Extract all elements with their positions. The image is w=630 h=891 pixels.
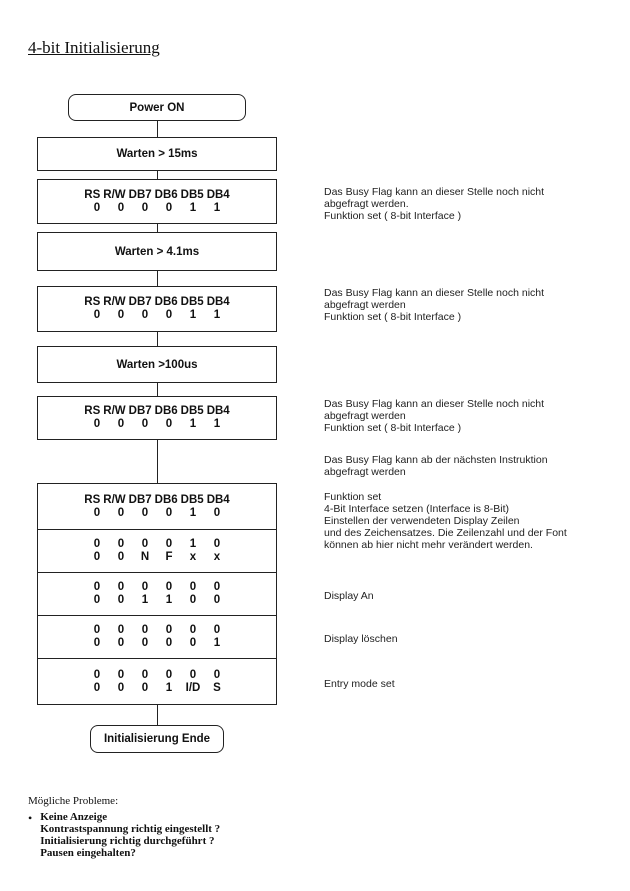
col-db6: DB6 (154, 296, 178, 308)
value: 1 (213, 201, 221, 214)
value: 0 (93, 538, 101, 550)
col-db7: DB7 (128, 405, 152, 417)
value: 0 (141, 506, 149, 519)
note-line: 4-Bit Interface setzen (Interface is 8-Bit) (324, 503, 509, 515)
register-values (85, 507, 229, 520)
value: 0 (93, 201, 101, 214)
note-6 (324, 590, 374, 602)
col-rw: R/W (103, 296, 126, 308)
value: 1 (213, 637, 221, 649)
entry-mode-box (37, 658, 277, 705)
function-set-box-2 (37, 286, 277, 332)
display-clear-box (37, 615, 277, 659)
col-db4: DB4 (206, 405, 230, 417)
note-5 (324, 491, 567, 551)
note-line: Das Busy Flag kann an dieser Stelle noch nicht (324, 398, 545, 410)
problem-line: Kontrastspannung richtig eingestellt ? (40, 823, 221, 835)
value: 0 (93, 624, 101, 636)
value: 0 (165, 581, 173, 593)
value: 0 (93, 506, 101, 519)
note-8 (324, 678, 395, 690)
note-line: Einstellen der verwendeten Display Zeilen (324, 515, 520, 527)
register-values (85, 624, 229, 650)
value: 0 (117, 538, 125, 550)
connector (157, 704, 158, 726)
col-rs: RS (84, 405, 101, 417)
col-db7: DB7 (128, 493, 152, 506)
note-line: Entry mode set (324, 678, 395, 690)
value: 0 (93, 668, 101, 681)
value: 0 (117, 668, 125, 681)
value: 0 (189, 581, 197, 593)
col-db7: DB7 (128, 296, 152, 308)
value: 0 (141, 201, 149, 214)
wait-4ms-label: Warten > 4.1ms (114, 245, 200, 258)
value: 0 (141, 581, 149, 593)
note-line: Das Busy Flag kann ab der nächsten Instruktion (324, 454, 548, 466)
value: 0 (213, 581, 221, 593)
note-line: Funktion set (324, 491, 382, 503)
value: 0 (213, 668, 221, 681)
value: 0 (165, 637, 173, 649)
value: 0 (213, 594, 221, 606)
col-db5: DB5 (180, 188, 204, 201)
value: 0 (141, 668, 149, 681)
value: 0 (117, 309, 125, 321)
col-db5: DB5 (180, 493, 204, 506)
problems-heading: Mögliche Probleme: (28, 795, 119, 807)
init-end-box (90, 725, 224, 753)
value: 1 (165, 681, 173, 694)
value: 0 (93, 681, 101, 694)
value: 1 (141, 594, 149, 606)
value: F (165, 551, 173, 563)
value: 0 (117, 418, 125, 430)
connector (157, 223, 158, 232)
value: 0 (189, 668, 197, 681)
register-values (85, 669, 229, 695)
value: x (213, 551, 221, 563)
value: 0 (213, 538, 221, 550)
wait-4ms-box (37, 232, 277, 271)
problems-section (28, 795, 220, 859)
connector (157, 120, 158, 138)
value: 0 (117, 624, 125, 636)
problem-line: Pausen eingehalten? (40, 847, 136, 859)
value: 0 (165, 309, 173, 321)
function-set-box-3 (37, 396, 277, 440)
col-db6: DB6 (154, 188, 178, 201)
col-db5: DB5 (180, 405, 204, 417)
value: 1 (189, 309, 197, 321)
note-7 (324, 633, 398, 645)
register-header (84, 189, 229, 202)
value: 0 (117, 681, 125, 694)
note-4 (324, 454, 548, 478)
value: 0 (165, 418, 173, 430)
value: 0 (141, 538, 149, 550)
note-line: Funktion set ( 8-bit Interface ) (324, 311, 462, 323)
value: 0 (165, 201, 173, 214)
value: 0 (117, 551, 125, 563)
value: 0 (93, 594, 101, 606)
col-rw: R/W (103, 188, 126, 201)
problem-bullet: Keine Anzeige (40, 811, 108, 823)
power-on-label: Power ON (129, 101, 185, 114)
value: 1 (189, 201, 197, 214)
wait-15ms-box (37, 137, 277, 171)
connector (157, 270, 158, 286)
col-db5: DB5 (180, 296, 204, 308)
connector (157, 382, 158, 396)
page-title: 4-bit Initialisierung (28, 38, 160, 57)
value: 0 (165, 538, 173, 550)
value: x (189, 551, 197, 563)
note-3 (324, 398, 544, 434)
value: 1 (189, 418, 197, 430)
value: 0 (141, 637, 149, 649)
col-rw: R/W (103, 405, 126, 417)
wait-100us-label: Warten >100us (116, 358, 198, 371)
value: 0 (93, 581, 101, 593)
note-line: Das Busy Flag kann an dieser Stelle noch nicht (324, 186, 545, 198)
col-db6: DB6 (154, 405, 178, 417)
function-set-box-4 (37, 483, 277, 530)
note-line: Funktion set ( 8-bit Interface ) (324, 422, 462, 434)
value: S (213, 681, 221, 694)
value: 0 (117, 506, 125, 519)
note-line: abgefragt werden (324, 466, 406, 478)
value: 0 (189, 637, 197, 649)
value: 0 (141, 624, 149, 636)
register-header (84, 494, 229, 507)
function-set-box-1 (37, 179, 277, 224)
value: 0 (165, 506, 173, 519)
col-rw: R/W (103, 493, 126, 506)
note-line: Display löschen (324, 633, 398, 645)
display-on-box (37, 572, 277, 616)
connector (157, 439, 158, 483)
value: 0 (117, 581, 125, 593)
col-rs: RS (84, 188, 101, 201)
problem-bullet-item (28, 811, 220, 859)
note-line: und des Zeichensatzes. Die Zeilenzahl und der Font (324, 527, 567, 539)
register-values (85, 202, 229, 215)
function-set-4bit-box (37, 529, 277, 573)
value: 1 (213, 418, 221, 430)
connector (157, 170, 158, 179)
col-db7: DB7 (128, 188, 152, 201)
note-line: abgefragt werden. (324, 198, 409, 210)
note-line: Funktion set ( 8-bit Interface ) (324, 210, 462, 222)
init-end-label: Initialisierung Ende (103, 733, 211, 745)
value: 0 (141, 681, 149, 694)
col-rs: RS (84, 296, 101, 308)
value: 0 (93, 551, 101, 563)
problem-line: Initialisierung richtig durchgeführt ? (40, 835, 215, 847)
note-line: Display An (324, 590, 374, 602)
value: 0 (189, 594, 197, 606)
bullet-icon: • (28, 811, 33, 825)
wait-15ms-label: Warten > 15ms (116, 148, 198, 160)
value: N (140, 551, 150, 563)
value: 0 (213, 506, 221, 519)
value: 0 (141, 418, 149, 430)
note-line: abgefragt werden (324, 299, 406, 311)
note-1 (324, 186, 544, 222)
value: 0 (213, 624, 221, 636)
register-header (84, 405, 229, 418)
value: 0 (93, 637, 101, 649)
connector (157, 331, 158, 347)
value: 0 (117, 201, 125, 214)
register-values (85, 418, 229, 431)
value: 1 (165, 594, 173, 606)
note-line: abgefragt werden (324, 410, 406, 422)
register-header (84, 296, 229, 309)
value: I/D (185, 681, 201, 694)
wait-100us-box (37, 346, 277, 383)
note-2 (324, 287, 544, 323)
col-db4: DB4 (206, 296, 230, 308)
value: 0 (165, 668, 173, 681)
note-line: Das Busy Flag kann an dieser Stelle noch nicht (324, 287, 545, 299)
value: 0 (93, 309, 101, 321)
power-on-box (68, 94, 246, 121)
value: 0 (93, 418, 101, 430)
col-rs: RS (84, 493, 101, 506)
value: 0 (165, 624, 173, 636)
value: 1 (189, 506, 197, 519)
register-values (85, 538, 229, 564)
note-line: können ab hier nicht mehr verändert werden. (324, 539, 533, 551)
value: 1 (189, 538, 197, 550)
col-db4: DB4 (206, 493, 230, 506)
value: 0 (189, 624, 197, 636)
col-db4: DB4 (206, 188, 230, 201)
value: 1 (213, 309, 221, 321)
value: 0 (117, 594, 125, 606)
value: 0 (117, 637, 125, 649)
register-values (85, 581, 229, 607)
col-db6: DB6 (154, 493, 178, 506)
register-values (85, 309, 229, 322)
value: 0 (141, 309, 149, 321)
